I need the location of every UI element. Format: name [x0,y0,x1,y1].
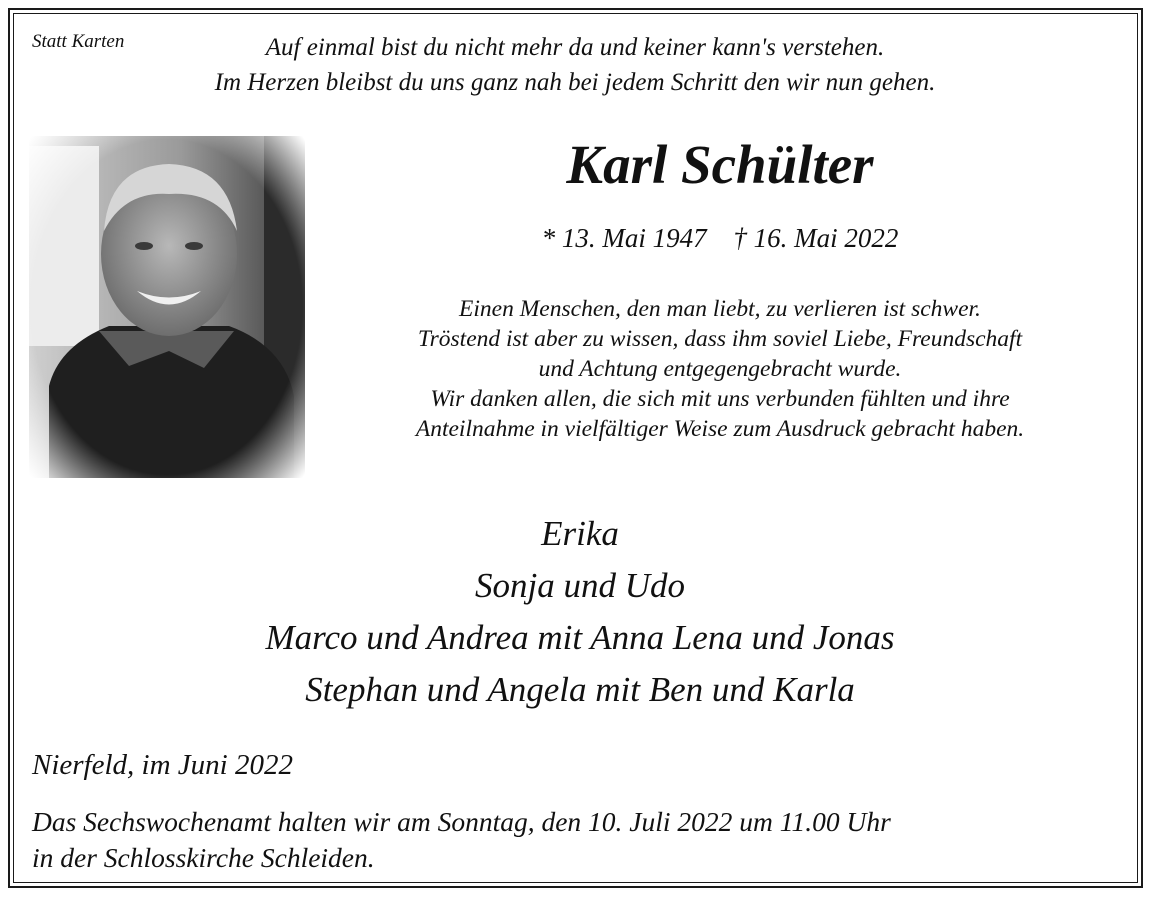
condolence-text [330,294,1110,444]
motto-verse [150,30,1000,100]
statt-karten-label: Statt Karten [32,31,125,52]
deceased-name: Karl Schülter [566,134,874,195]
death-date: † 16. Mai 2022 [733,223,899,253]
life-dates [440,220,1000,256]
mourner-line: Sonja und Udo [475,566,685,605]
service-line: Das Sechswochenamt halten wir am Sonntag, den 10. Juli 2022 um 11.00 Uhr [32,806,891,837]
mourners-list [140,508,1020,716]
motto-line: Auf einmal bist du nicht mehr da und keiner kann's verstehen. [265,34,885,61]
service-line: in der Schlosskirche Schleiden. [32,842,375,873]
mourner-line: Marco und Andrea mit Anna Lena und Jonas [265,618,895,657]
portrait-photo [29,136,305,478]
birth-date: * 13. Mai 1947 [541,223,707,253]
motto-line: Im Herzen bleibst du uns ganz nah bei jedem Schritt den wir nun gehen. [214,69,936,96]
place-date: Nierfeld, im Juni 2022 [32,749,293,781]
mourner-line: Stephan und Angela mit Ben und Karla [305,670,855,709]
quote-line: Anteilnahme in vielfältiger Weise zum Ausdruck gebracht haben. [415,416,1025,442]
quote-line: Tröstend ist aber zu wissen, dass ihm soviel Liebe, Freundschaft [417,326,1023,352]
quote-line: und Achtung entgegengebracht wurde. [538,356,902,382]
quote-line: Wir danken allen, die sich mit uns verbunden fühlten und ihre [430,386,1010,412]
mourner-line: Erika [541,514,619,553]
quote-line: Einen Menschen, den man liebt, zu verlieren ist schwer. [459,296,981,322]
service-notice [32,804,891,876]
